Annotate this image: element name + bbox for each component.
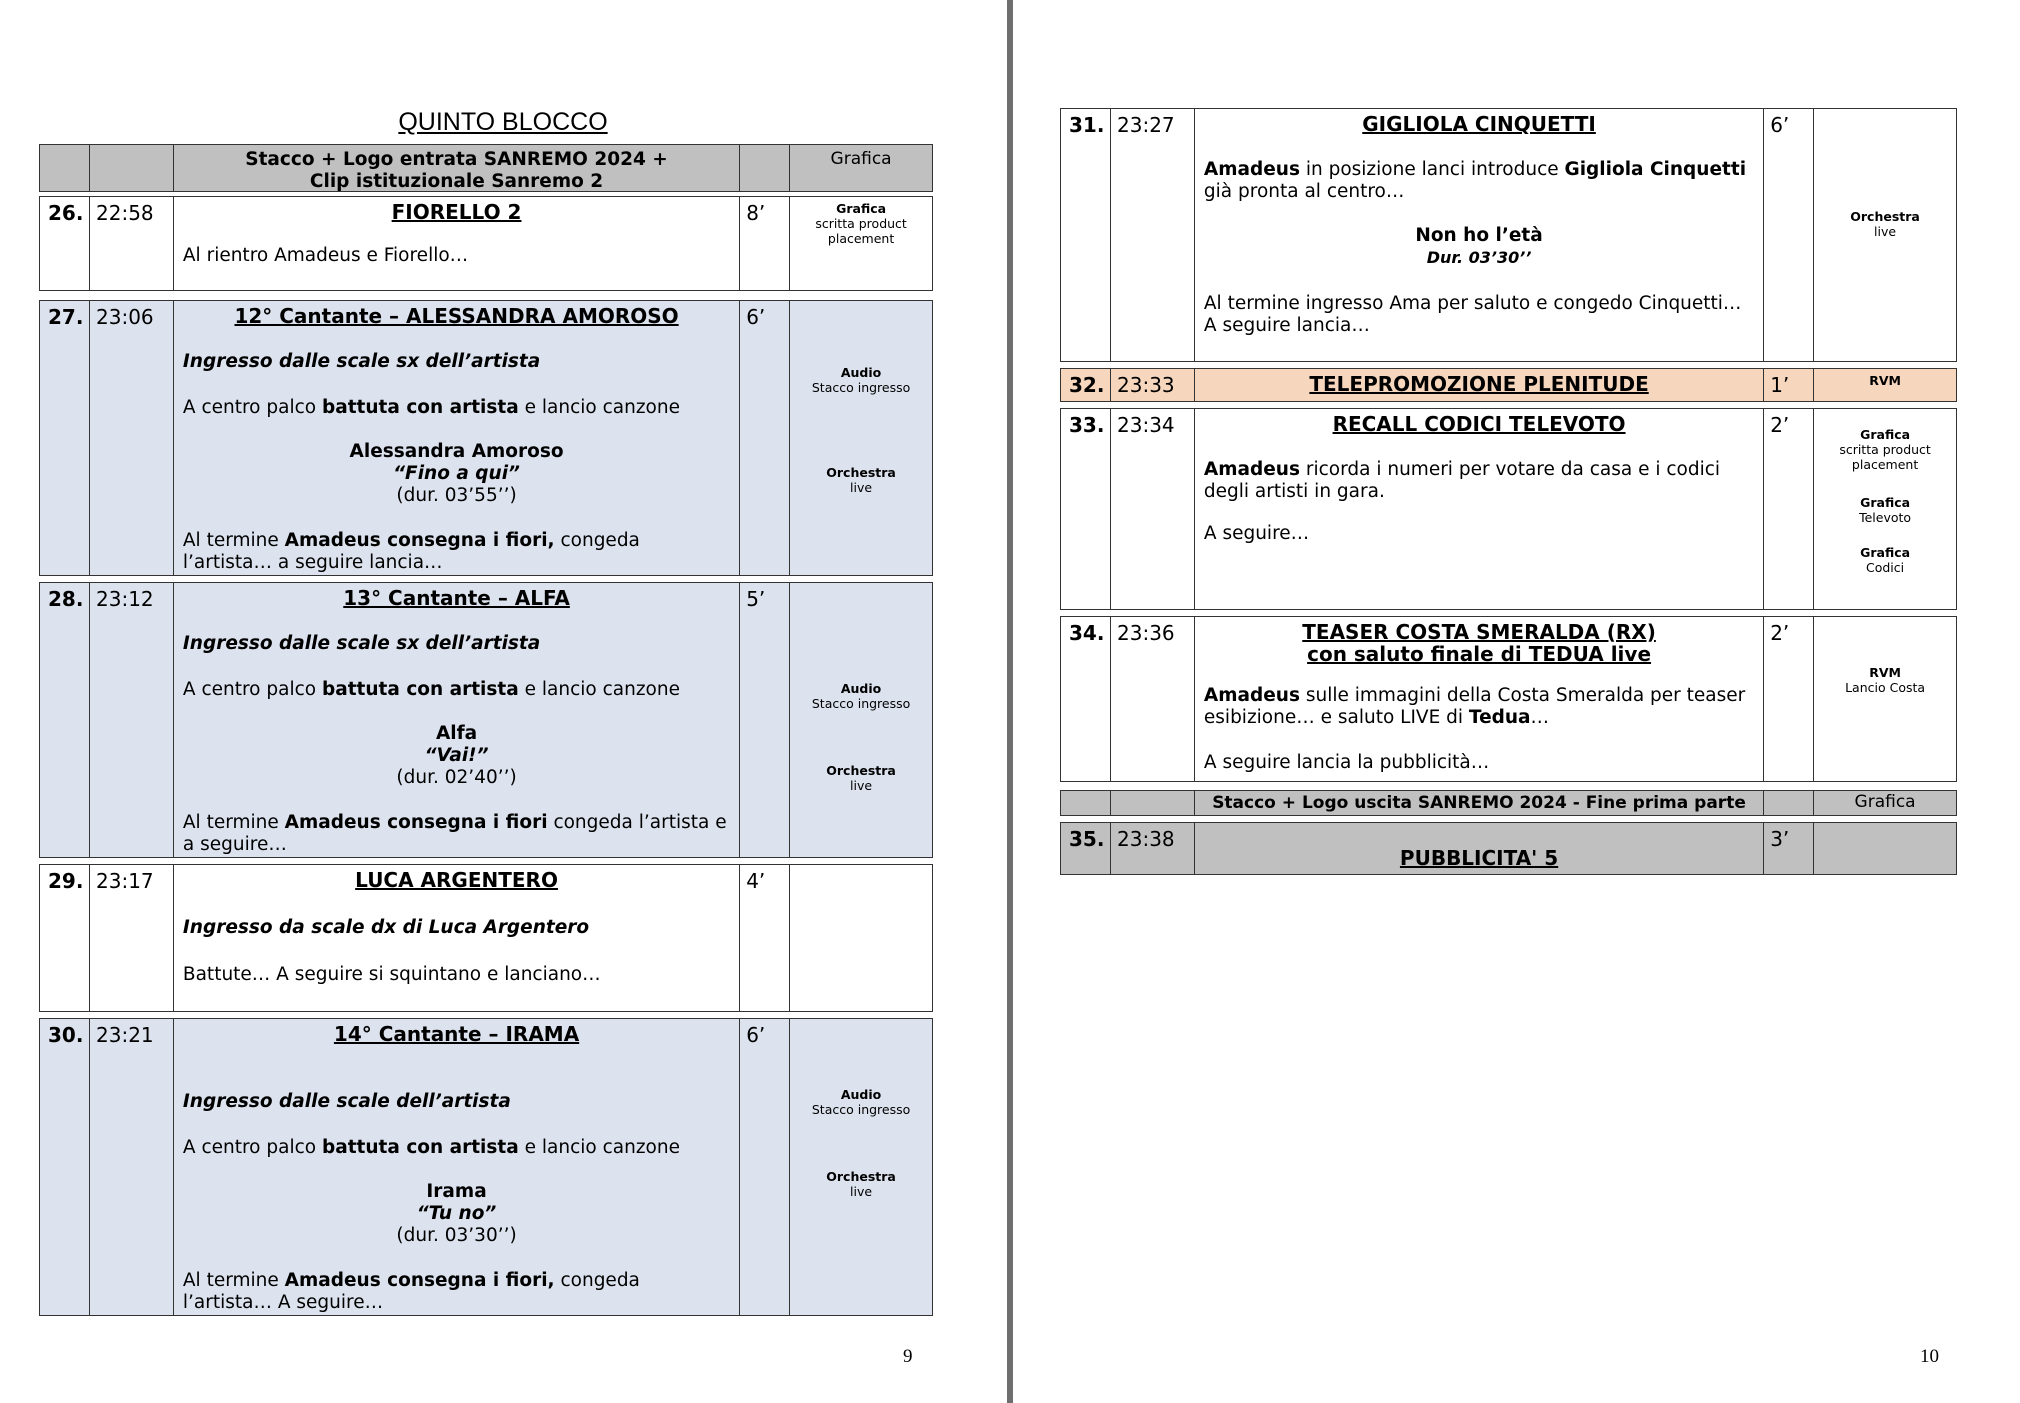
table-row: 33. 23:34 RECALL CODICI TELEVOTO Amadeus ricorda i numeri per votare da casa e i codici degli artisti in gara. A seguire… 2’ Grafica scritta product placement Grafica Televoto Grafica Codici xyxy=(1060,408,1957,610)
table-row: 26. 22:58 FIORELLO 2 Al rientro Amadeus e Fiorello… 8’ Grafica scritta product placement xyxy=(39,196,933,291)
header-row: Stacco + Logo entrata SANREMO 2024 + Clip istituzionale Sanremo 2 Grafica xyxy=(39,144,933,192)
section-heading: QUINTO BLOCCO xyxy=(398,108,608,136)
row-time: 22:58 xyxy=(90,197,174,290)
footer-row: Stacco + Logo uscita SANREMO 2024 - Fine prima parte Grafica xyxy=(1060,790,1957,816)
row-duration: 8’ xyxy=(740,197,790,290)
page-number: 9 xyxy=(903,1346,913,1367)
page-right xyxy=(1013,0,2020,1403)
table-row: 34. 23:36 TEASER COSTA SMERALDA (RX) con saluto finale di TEDUA live Amadeus sulle immagini della Costa Smeralda per teaser esibizione… e saluto LIVE di Tedua… A seguire lancia la pubblicità… 2’ RVM Lancio Costa xyxy=(1060,616,1957,782)
page-number: 10 xyxy=(1920,1346,1939,1367)
table-row: 27. 23:06 12° Cantante – ALESSANDRA AMOROSO Ingresso dalle scale sx dell’artista A centro palco battuta con artista e lancio canzone Alessandra Amoroso “Fino a qui” (dur. 03’55’’) Al termine Amadeus consegna i fiori, congeda l’artista… a seguire lancia… 6’ Audio Stacco ingresso Orchestra live xyxy=(39,300,933,576)
table-row: 35. 23:38 PUBBLICITA' 5 3’ xyxy=(1060,822,1957,875)
row-number: 26. xyxy=(40,197,90,290)
row-title: FIORELLO 2 xyxy=(391,200,522,224)
table-row: 30. 23:21 14° Cantante – IRAMA Ingresso dalle scale dell’artista A centro palco battuta con artista e lancio canzone Irama “Tu no” (dur. 03’30’’) Al termine Amadeus consegna i fiori, congeda l’artista… A seguire… 6’ Audio Stacco ingresso Orchestra live xyxy=(39,1018,933,1316)
table-row: 29. 23:17 LUCA ARGENTERO Ingresso da scale dx di Luca Argentero Battute… A seguire si squintano e lanciano… 4’ xyxy=(39,864,933,1012)
page-left xyxy=(0,0,1007,1403)
table-row: 28. 23:12 13° Cantante – ALFA Ingresso dalle scale sx dell’artista A centro palco battuta con artista e lancio canzone Alfa “Vai!” (dur. 02’40’’) Al termine Amadeus consegna i fiori congeda l’artista e a seguire… 5’ Audio Stacco ingresso Orchestra live xyxy=(39,582,933,858)
table-row: 31. 23:27 GIGLIOLA CINQUETTI Amadeus in posizione lanci introduce Gigliola Cinquetti già pronta al centro… Non ho l’età Dur. 03’30’’ Al termine ingresso Ama per saluto e congedo Cinquetti… A seguire lancia… 6’ Orchestra live xyxy=(1060,108,1957,362)
table-row: 32. 23:33 TELEPROMOZIONE PLENITUDE 1’ RVM xyxy=(1060,368,1957,402)
